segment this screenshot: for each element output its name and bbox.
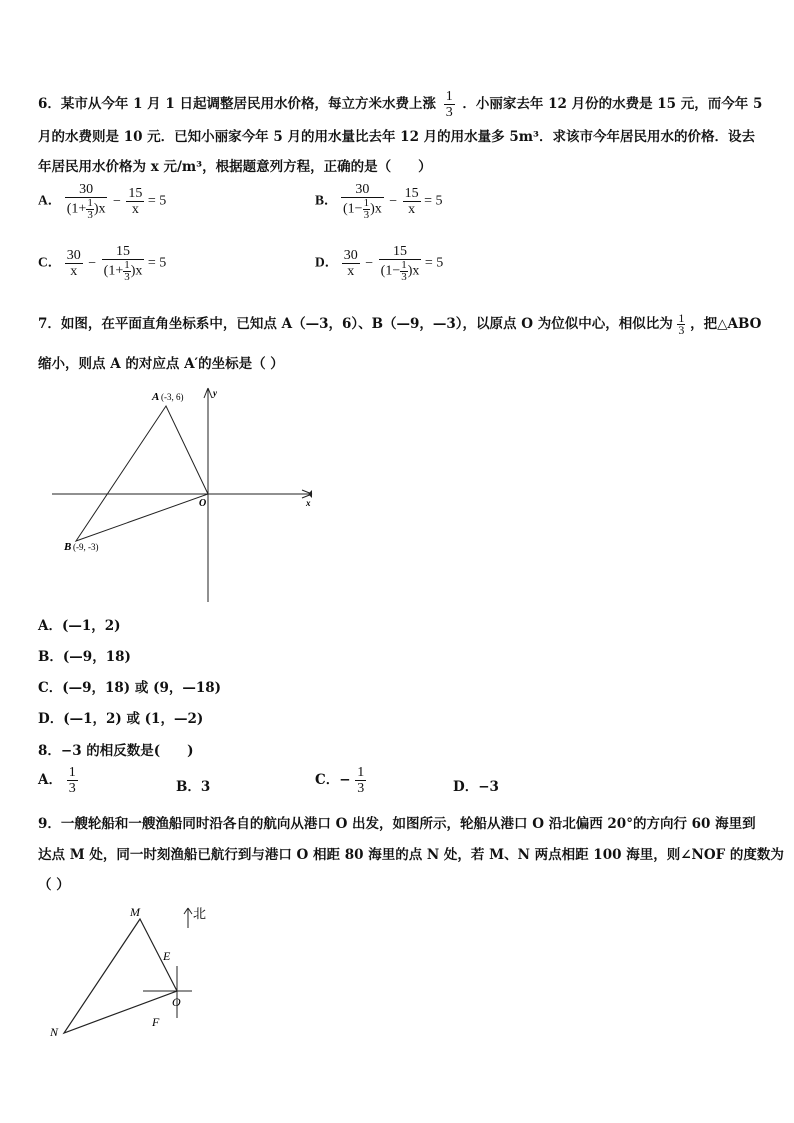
q6-a-frac2-den: x (131, 202, 139, 217)
q6-c-frac2 (102, 244, 145, 283)
q6-c-frac1-den: x (70, 264, 78, 279)
q6-a-frac1 (65, 182, 108, 221)
q6-d-eq: = 5 (424, 255, 444, 271)
q7-label-x: x (306, 498, 311, 508)
q7-option-b[interactable]: B．(—9，18) (38, 649, 131, 665)
q6-option-a-label: A． (38, 192, 62, 208)
q6-rise-num: 1 (445, 89, 453, 104)
q6-option-b-label: B． (315, 192, 338, 208)
q7-line1-post: ，把△ABO (690, 316, 762, 332)
q6-b-frac1 (341, 182, 384, 221)
q9-label-e: E (163, 949, 171, 963)
q7-line1-pre: 7．如图，在平面直角坐标系中，已知点 A（—3，6）、B（—9，—3），以原点 O 为位似中心，相似比为 (38, 316, 673, 332)
q8-c-den: 3 (357, 781, 365, 796)
q9-line3: （ ） (38, 877, 70, 893)
q7-ratio-den: 3 (678, 323, 685, 337)
q6-d-frac1-den: x (347, 264, 355, 279)
q6-b-frac2-num: 15 (404, 186, 419, 201)
q6-b-frac2-den: x (408, 202, 416, 217)
q6-a-frac1-num: 30 (65, 182, 108, 198)
q6-b-eq: = 5 (424, 193, 443, 209)
q8-c-num: 1 (357, 765, 365, 780)
q9-label-n: N (50, 1025, 59, 1039)
q7-coord-a: (-3, 6) (161, 392, 184, 402)
q6-line1-pre: 6．某市从今年 1 月 1 日起调整居民用水价格，每立方米水费上涨 (38, 96, 436, 112)
q7-option-a[interactable]: A．(—1，2) (38, 618, 121, 634)
q7-label-o: O (199, 498, 207, 509)
q6-line1 (38, 89, 762, 120)
q8-option-d[interactable]: D．−3 (453, 779, 499, 795)
q7-line2: 缩小，则点 A 的对应点 A′的坐标是（ ） (38, 356, 284, 372)
q9-label-o: O (172, 995, 181, 1009)
q6-c-eq: = 5 (147, 255, 167, 271)
q6-d-frac1 (342, 248, 360, 279)
q6-a-frac2 (126, 186, 144, 217)
q8-a-num: 1 (68, 765, 76, 780)
q9-label-f: F (152, 1015, 160, 1029)
q6-option-b[interactable]: B． 30 (1− $\frac{1}{3}$ )x − $\frac{15}{x}$ = 5 (315, 182, 443, 221)
q6-rise-den: 3 (445, 105, 453, 120)
q6-b-frac1-den: (1− $\frac{1}{3}$ )x (343, 197, 382, 221)
q8-option-c[interactable] (315, 765, 366, 796)
q6-rise-fraction (444, 89, 455, 120)
q7-coord-b: (-9, -3) (73, 542, 99, 552)
q7-label-a: A (152, 391, 160, 403)
q7-option-d[interactable]: D．(—1，2) 或 (1，—2) (38, 711, 204, 727)
q6-option-c[interactable]: C． $\frac{30}{x}$ − 15 (1+ $\frac{1}{3}$ )x = 5 (38, 244, 167, 283)
q8-option-b[interactable]: B．3 (176, 779, 211, 795)
q6-option-c-label: C． (38, 254, 62, 270)
q6-b-frac2 (403, 186, 421, 217)
q6-c-frac1-num: 30 (66, 248, 81, 263)
q7-triangle-abo (76, 406, 208, 541)
q8-option-a[interactable] (38, 765, 78, 796)
q7-label-y: y (213, 388, 217, 398)
q6-a-frac2-num: 15 (128, 186, 143, 201)
q9-triangle-mno (64, 919, 177, 1033)
q6-option-d[interactable]: D． $\frac{30}{x}$ − 15 (1− $\frac{1}{3}$ )x = 5 (315, 244, 444, 283)
q6-line2: 月的水费则是 10 元．已知小丽家今年 5 月的用水量比去年 12 月的用水量多 5m³．求该市今年居民用水的价格．设去 (38, 129, 755, 145)
q7-ratio-num: 1 (678, 311, 685, 325)
q6-c-frac2-num: 15 (102, 244, 145, 260)
q6-c-frac2-den: (1+ $\frac{1}{3}$ )x (103, 259, 143, 283)
q8-option-a-fraction (67, 765, 78, 796)
q8-option-c-fraction (355, 765, 366, 796)
q9-line2: 达点 M 处，同一时刻渔船已航行到与港口 O 相距 80 海里的点 N 处，若 M、N 两点相距 100 海里，则∠NOF 的度数为 (38, 847, 784, 863)
q8-stem: 8．−3 的相反数是( ) (38, 743, 194, 759)
q6-d-frac2-num: 15 (379, 244, 422, 260)
q6-a-frac1-den: (1+ $\frac{1}{3}$ )x (66, 197, 106, 221)
q9-label-m: M (130, 905, 140, 919)
q9-line1: 9．一艘轮船和一艘渔船同时沿各自的航向从港口 O 出发，如图所示，轮船从港口 O 沿北偏西 20°的方向行 60 海里到 (38, 816, 756, 832)
q6-d-frac2 (379, 244, 422, 283)
q6-line3: 年居民用水价格为 x 元/m³，根据题意列方程，正确的是（ ） (38, 159, 432, 175)
q6-c-frac1 (65, 248, 83, 279)
q6-b-frac1-num: 30 (341, 182, 384, 198)
q9-navigation-figure (40, 896, 240, 1046)
q7-y-arrow-icon (204, 388, 208, 398)
q8-a-den: 3 (68, 781, 76, 796)
q8-option-a-label: A． (38, 772, 62, 788)
q7-coordinate-figure (40, 380, 330, 605)
q7-ratio-fraction (677, 313, 685, 336)
q6-d-frac2-den: (1− $\frac{1}{3}$ )x (380, 259, 420, 283)
q6-d-frac1-num: 30 (343, 248, 358, 263)
q6-a-eq: = 5 (147, 193, 167, 209)
q7-line1 (38, 312, 761, 336)
q6-option-a[interactable]: A． 30 (1+ $\frac{1}{3}$ )x − $\frac{15}{x}$ = 5 (38, 182, 167, 221)
q6-option-d-label: D． (315, 254, 339, 270)
q7-option-c[interactable]: C．(—9，18) 或 (9，—18) (38, 680, 222, 696)
q6-line1-post: ．小丽家去年 12 月份的水费是 15 元，而今年 5 (462, 96, 763, 112)
q9-north-label: 北 (193, 906, 207, 921)
q8-option-c-label: C．− (315, 772, 351, 788)
q7-label-b: B (64, 541, 72, 553)
